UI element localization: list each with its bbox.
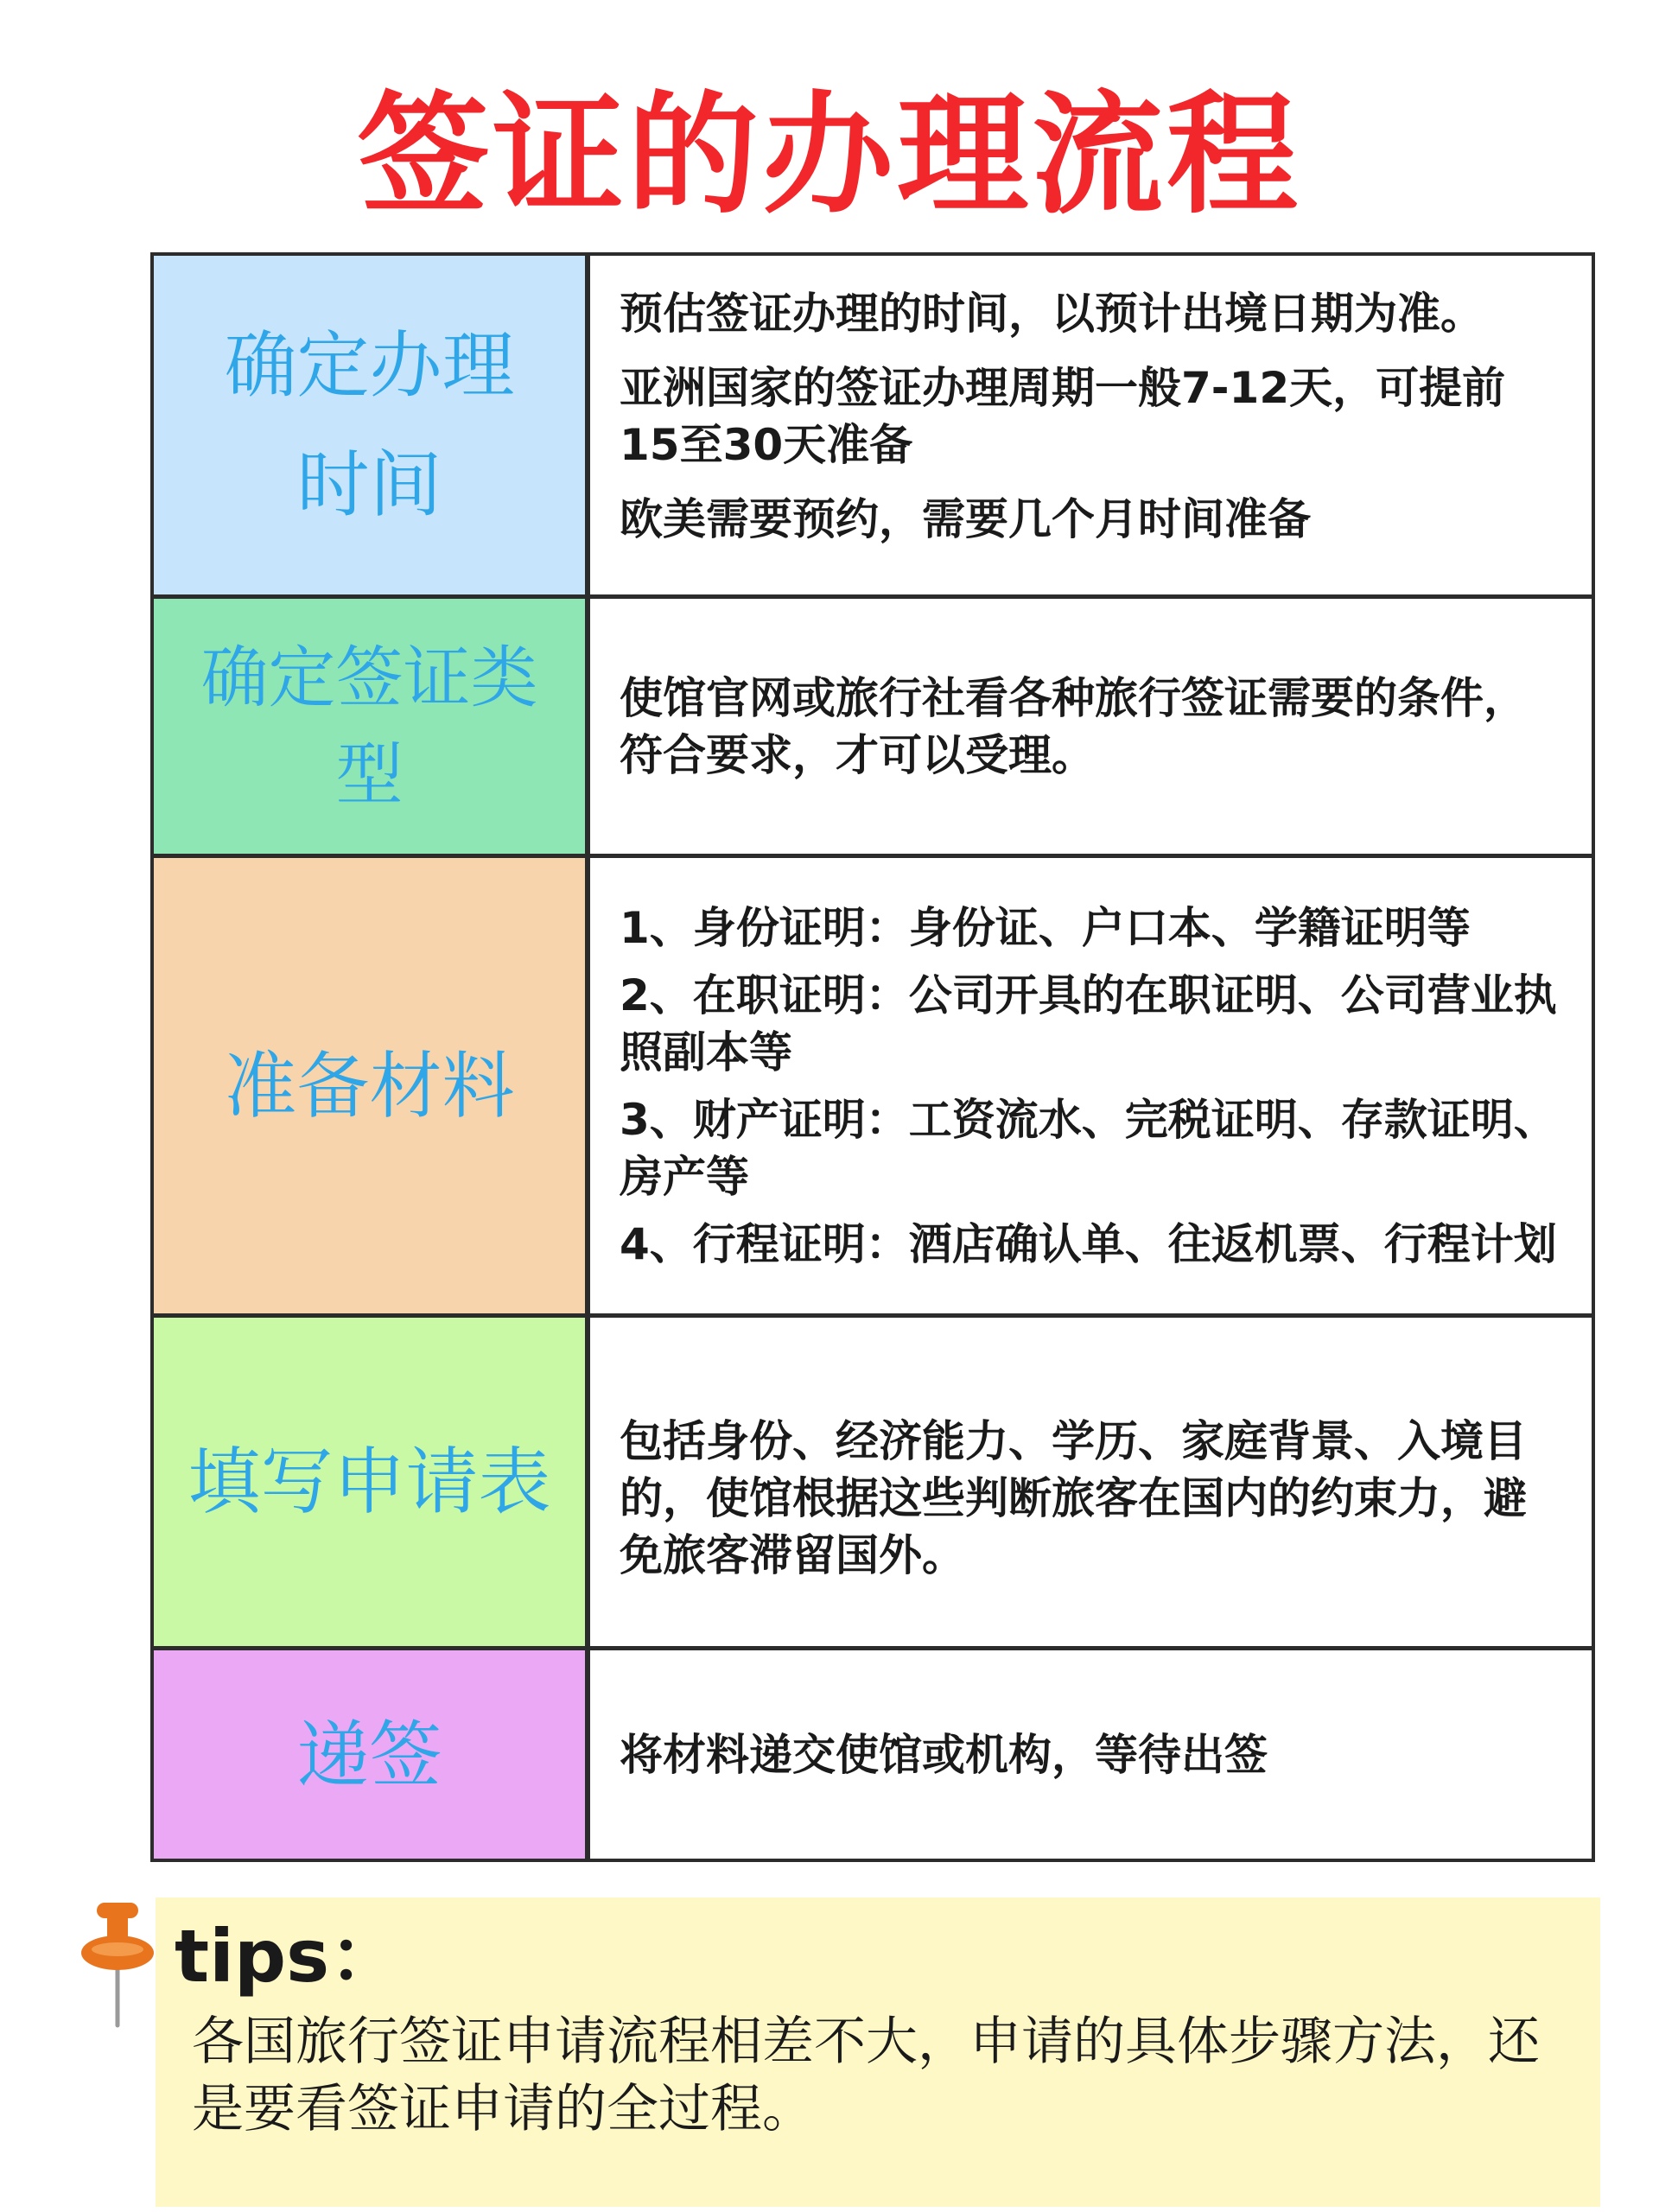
table-row bbox=[154, 594, 1592, 854]
content-line: 预估签证办理的时间，以预计出境日期为准。 bbox=[620, 289, 1484, 339]
step-content bbox=[590, 256, 1592, 594]
step-content bbox=[590, 1318, 1592, 1646]
content-line: 将材料递交使馆或机构，等待出签 bbox=[620, 1729, 1268, 1780]
visa-process-table bbox=[150, 252, 1595, 1862]
content-line: 欧美需要预约，需要几个月时间准备 bbox=[620, 494, 1311, 544]
tips-text: 各国旅行签证申请流程相差不大，申请的具体步骤方法，还是要看签证申请的全过程。 bbox=[192, 2012, 1540, 2139]
content-line: 1、身份证明：身份证、户口本、学籍证明等 bbox=[620, 902, 1471, 953]
step-label: 填写申请表 bbox=[154, 1318, 590, 1646]
content-line: 使馆官网或旅行社看各种旅行签证需要的条件，符合要求，才可以受理。 bbox=[620, 672, 1527, 780]
pushpin-icon bbox=[79, 1899, 156, 2029]
page-title: 签证的办理流程 bbox=[358, 79, 1301, 232]
step-content bbox=[590, 1650, 1592, 1859]
step-label: 确定签证类型 bbox=[154, 599, 590, 854]
content-line: 3、财产证明：工资流水、完税证明、存款证明、房产等 bbox=[620, 1094, 1557, 1202]
step-label: 准备材料 bbox=[154, 858, 590, 1313]
table-row bbox=[154, 854, 1592, 1313]
step-label: 递签 bbox=[154, 1650, 590, 1859]
table-row bbox=[154, 1646, 1592, 1859]
tips-title: tips： bbox=[175, 1914, 403, 1999]
step-label: 确定办理时间 bbox=[154, 256, 590, 594]
table-row bbox=[154, 1313, 1592, 1646]
content-line: 亚洲国家的签证办理周期一般7-12天，可提前15至30天准备 bbox=[620, 363, 1506, 470]
content-line: 2、在职证明：公司开具的在职证明、公司营业执照副本等 bbox=[620, 969, 1557, 1077]
table-row bbox=[154, 256, 1592, 594]
content-line: 包括身份、经济能力、学历、家庭背景、入境目的，使馆根据这些判断旅客在国内的约束力，避免旅客滞留国外。 bbox=[620, 1416, 1527, 1580]
content-line: 4、行程证明：酒店确认单、往返机票、行程计划 bbox=[620, 1218, 1557, 1269]
tips-box bbox=[156, 1897, 1600, 2207]
step-content bbox=[590, 858, 1592, 1313]
step-content bbox=[590, 599, 1592, 854]
